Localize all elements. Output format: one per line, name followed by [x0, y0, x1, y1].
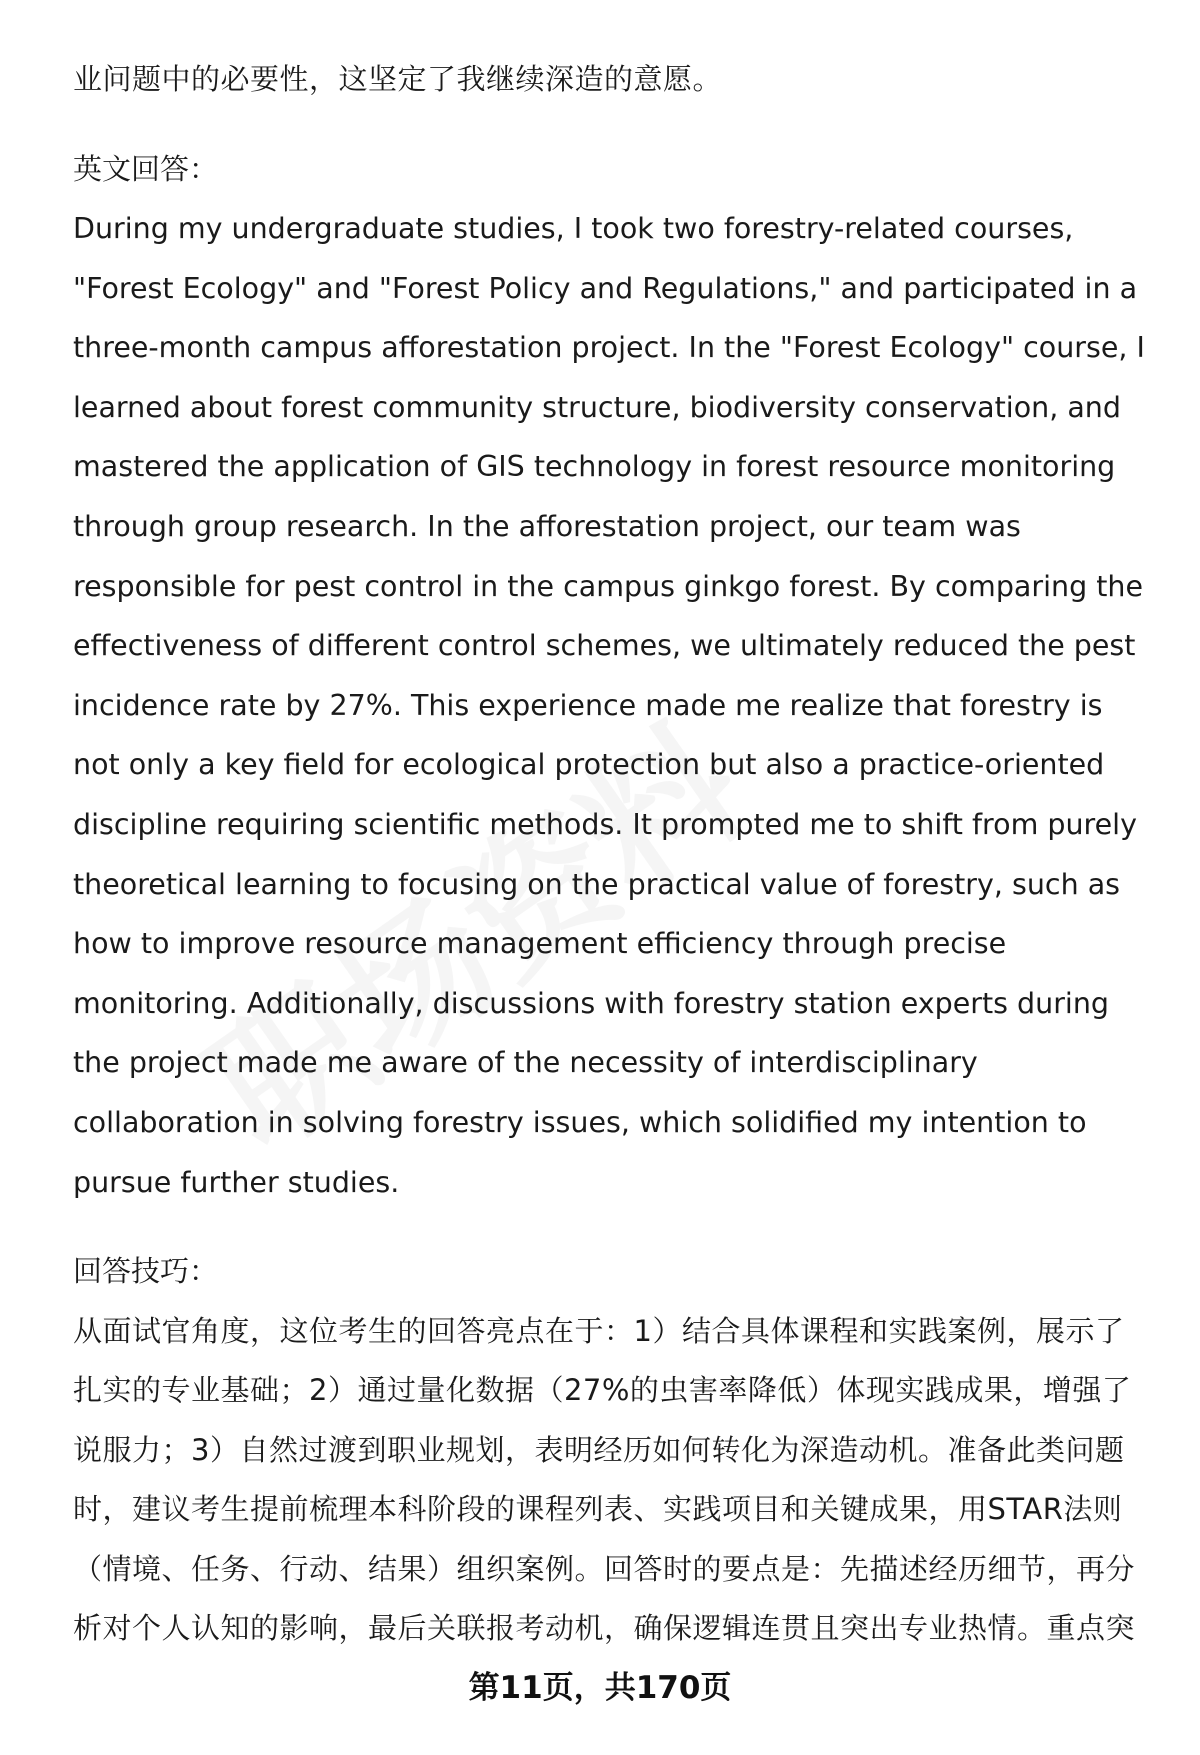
tips-paragraph: 从面试官角度，这位考生的回答亮点在于：1）结合具体课程和实践案例，展示了扎实的专业基础；2）通过量化数据（27%的虫害率降低）体现实践成果，增强了说服力；3）自然过渡到职业规划，表明经历如何转化为深造动机。准备此类问题时，建议考生提前梳理本科阶段的课程列表、实践项目和关键成果，用STAR法则（情境、任务、行动、结果）组织案例。回答时的要点是：先描述经历细节，再分析对个人认知的影响，最后关联报考动机，确保逻辑连贯且突出专业热情。重点突 — [73, 1313, 1136, 1646]
intro-tail-text: 业问题中的必要性，这坚定了我继续深造的意愿。 — [73, 62, 723, 96]
tips-heading: 回答技巧： — [73, 1254, 219, 1289]
page-number-footer: 第11页，共170页 — [468, 1670, 732, 1706]
english-answer-paragraph: During my undergraduate studies, I took two forestry-related courses, "Forest Ecology" and "Forest Policy and Regulations," and participated in a three-month campus afforestation project. In the "Forest Ecology" course, I learned about forest community structure, biodiversity conservation, and mastered the application of GIS technology in forest resource monitoring through group research. In the afforestation project, our team was responsible for pest control in the campus ginkgo forest. By comparing the effectiveness of different control schemes, we ultimately reduced the pest incidence rate by 27%. This experience made me realize that forestry is not only a key field for ecological protection but also a practice-oriented discipline requiring scientific methods. It prompted me to shift from purely theoretical learning to focusing on the practical value of forestry, such as how to improve resource management efficiency through precise monitoring. Additionally, discussions with forestry station experts during the project made me aware of the necessity of interdisciplinary collaboration in solving forestry issues, which solidified my intention to pursue further studies. — [73, 212, 1145, 1199]
document-page — [73, 50, 1145, 1659]
english-answer-heading: 英文回答： — [73, 151, 219, 186]
